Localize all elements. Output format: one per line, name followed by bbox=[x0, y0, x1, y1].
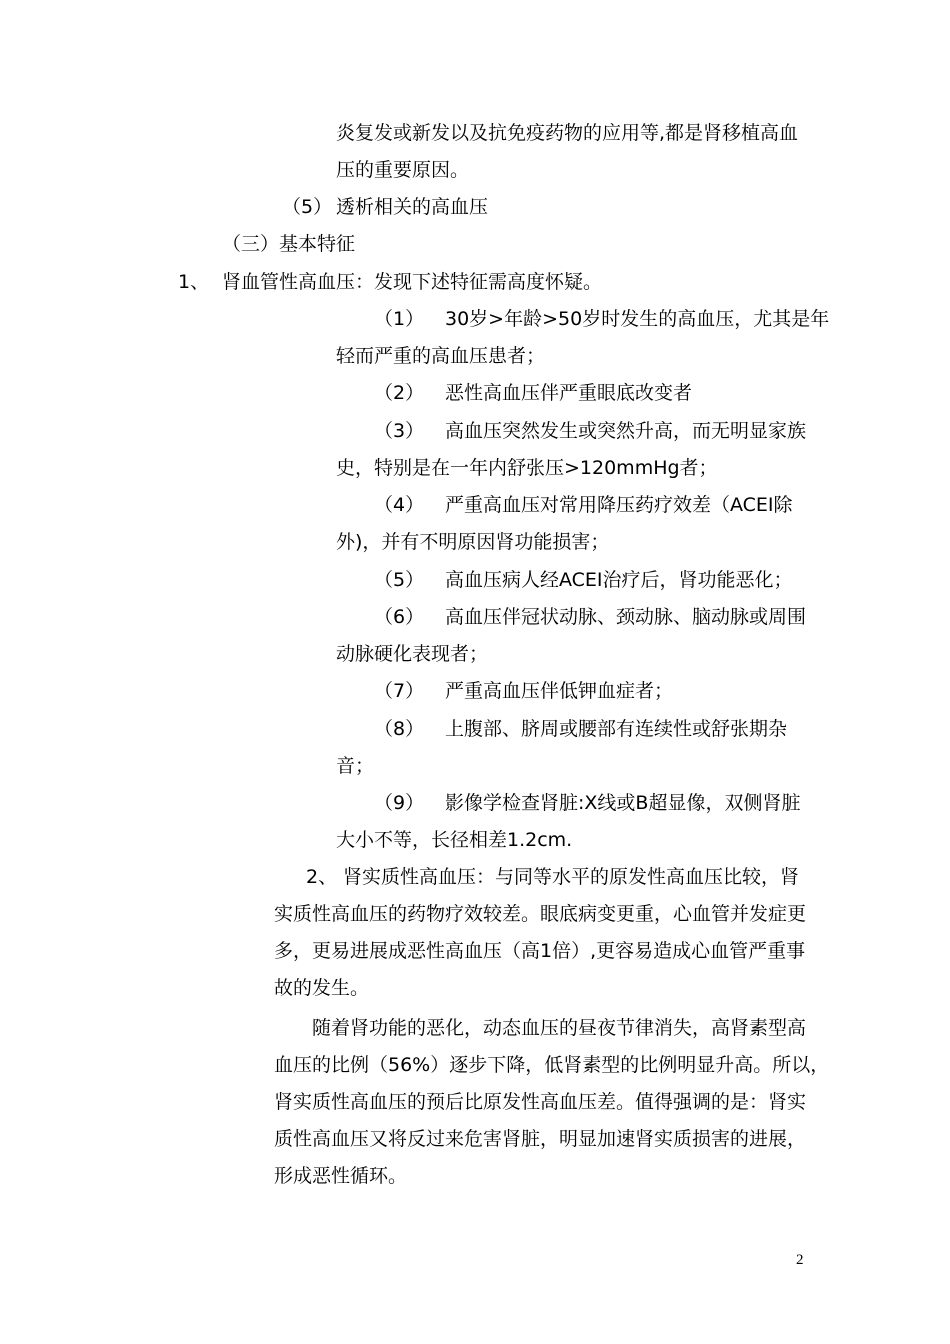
text-line: 30岁>年龄>50岁时发生的高血压，尤其是年 bbox=[445, 308, 830, 330]
text-line: 音； bbox=[336, 755, 375, 777]
text-line: 故的发生。 bbox=[274, 977, 370, 999]
section-heading: （三）基本特征 bbox=[222, 233, 356, 255]
text-line: 多，更易进展成恶性高血压（高1倍）,更容易造成心血管严重事 bbox=[274, 940, 806, 962]
item-number: 2、 bbox=[306, 866, 338, 888]
item-number: （3） bbox=[374, 420, 425, 442]
item-number: （8） bbox=[374, 718, 425, 740]
text-line: 恶性高血压伴严重眼底改变者 bbox=[445, 382, 693, 404]
text-line: 透析相关的高血压 bbox=[336, 196, 489, 218]
page-number: 2 bbox=[796, 1252, 804, 1268]
text-line: 严重高血压伴低钾血症者； bbox=[445, 680, 674, 702]
text-line: 上腹部、脐周或腰部有连续性或舒张期杂 bbox=[445, 718, 788, 740]
text-line: 高血压病人经ACEI治疗后，肾功能恶化； bbox=[445, 569, 793, 591]
text-line: 大小不等，长径相差1.2cm. bbox=[336, 829, 573, 851]
item-number: （5） bbox=[374, 569, 425, 591]
item-number: 1、 bbox=[178, 271, 210, 293]
text-line: 动脉硬化表现者； bbox=[336, 643, 489, 665]
text-line: 形成恶性循环。 bbox=[274, 1165, 408, 1187]
item-number: （6） bbox=[374, 606, 425, 628]
text-line: 高血压突然发生或突然升高，而无明显家族 bbox=[445, 420, 807, 442]
text-line: 轻而严重的高血压患者； bbox=[336, 345, 546, 367]
item-number: （5） bbox=[282, 196, 333, 218]
text-line: 质性高血压又将反过来危害肾脏，明显加速肾实质损害的进展， bbox=[274, 1128, 807, 1150]
text-line: 随着肾功能的恶化，动态血压的昼夜节律消失，高肾素型高 bbox=[312, 1017, 807, 1039]
text-line: 史，特别是在一年内舒张压>120mmHg者； bbox=[336, 457, 718, 479]
item-number: （9） bbox=[374, 792, 425, 814]
text-line: 外)，并有不明原因肾功能损害； bbox=[336, 531, 610, 553]
text-line: 肾血管性高血压：发现下述特征需高度怀疑。 bbox=[222, 271, 603, 293]
text-line: 血压的比例（56%）逐步下降，低肾素型的比例明显升高。所以， bbox=[274, 1054, 830, 1076]
text-line: 肾实质性高血压：与同等水平的原发性高血压比较，肾 bbox=[343, 866, 800, 888]
text-line: 严重高血压对常用降压药疗效差（ACEI除 bbox=[445, 494, 793, 516]
text-line: 影像学检查肾脏:X线或B超显像，双侧肾脏 bbox=[445, 792, 801, 814]
item-number: （1） bbox=[374, 308, 425, 330]
item-number: （2） bbox=[374, 382, 425, 404]
text-line: 高血压伴冠状动脉、颈动脉、脑动脉或周围 bbox=[445, 606, 807, 628]
text-line: 实质性高血压的药物疗效较差。眼底病变更重，心血管并发症更 bbox=[274, 903, 807, 925]
item-number: （7） bbox=[374, 680, 425, 702]
text-line: 肾实质性高血压的预后比原发性高血压差。值得强调的是：肾实 bbox=[274, 1091, 807, 1113]
text-line: 炎复发或新发以及抗免疫药物的应用等,都是肾移植高血 bbox=[336, 122, 799, 144]
text-line: 压的重要原因。 bbox=[336, 159, 470, 181]
item-number: （4） bbox=[374, 494, 425, 516]
